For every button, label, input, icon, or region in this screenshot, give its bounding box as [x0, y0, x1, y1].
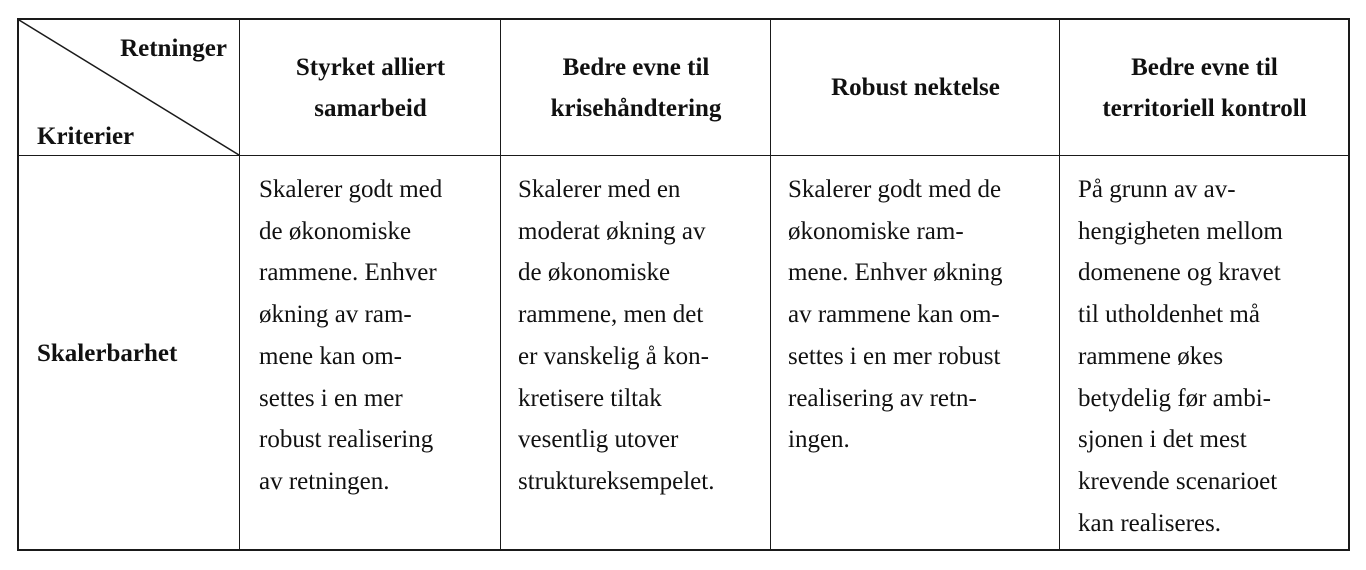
cell-line: Skalerer godt med: [259, 176, 443, 203]
cell-line: rammene, men det: [518, 301, 704, 329]
cell-line: domenene og kravet: [1078, 259, 1281, 287]
table-cell-robust-denial: [788, 169, 1003, 461]
cell-line: er vanskelig å kon-: [518, 342, 709, 370]
cell-line: Skalerer godt med de: [788, 176, 1002, 203]
cell-line: økning av ram-: [259, 301, 412, 329]
cell-line: vesentlig utover: [518, 426, 679, 454]
header-line: Bedre evne til: [562, 53, 710, 81]
column-divider: [1059, 20, 1060, 549]
cell-line: av retningen.: [259, 467, 390, 495]
criteria-table: [17, 18, 1350, 551]
cell-line: kan realiseres.: [1078, 509, 1221, 537]
table-cell-crisis-management: [518, 169, 714, 503]
cell-line: rammene. Enhver: [259, 259, 437, 287]
cell-line: ingen.: [788, 426, 850, 454]
row-label-text: Skalerbarhet: [37, 340, 178, 367]
header-line: samarbeid: [314, 94, 427, 122]
table-cell-allied-cooperation: [259, 169, 442, 503]
cell-line: struktureksempelet.: [518, 467, 715, 495]
directions-label: Retninger: [120, 35, 227, 62]
cell-line: av rammene kan om-: [788, 301, 1000, 329]
cell-line: settes i en mer: [259, 384, 403, 412]
cell-line: rammene økes: [1078, 342, 1224, 370]
cell-line: betydelig før ambi-: [1078, 384, 1271, 412]
cell-line: kretisere tiltak: [518, 384, 662, 412]
header-divider: [19, 155, 1348, 156]
corner-header-cell: [19, 20, 239, 155]
row-label-skalerbarhet: [19, 157, 239, 551]
cell-line: de økonomiske: [518, 259, 671, 287]
cell-line: Skalerer med en: [518, 176, 681, 203]
criteria-label: Kriterier: [37, 123, 135, 150]
cell-line: krevende scenarioet: [1078, 467, 1278, 495]
column-header-territoriell-kontroll: [1061, 20, 1348, 155]
header-line: Bedre evne til: [1131, 53, 1278, 81]
cell-line: de økonomiske: [259, 217, 412, 245]
cell-line: På grunn av av-: [1078, 176, 1236, 203]
column-divider: [239, 20, 240, 549]
cell-line: økonomiske ram-: [788, 217, 964, 245]
column-divider: [770, 20, 771, 549]
header-line: Robust nektelse: [831, 74, 1000, 101]
cell-line: robust realisering: [259, 426, 434, 454]
cell-line: mene. Enhver økning: [788, 259, 1003, 287]
column-header-krisehandtering: [502, 20, 770, 155]
cell-line: settes i en mer robust: [788, 342, 1001, 370]
cell-line: realisering av retn-: [788, 384, 977, 412]
header-line: krisehåndtering: [550, 94, 722, 122]
header-line: territoriell kontroll: [1102, 94, 1307, 122]
cell-line: hengigheten mellom: [1078, 217, 1283, 245]
column-divider: [500, 20, 501, 549]
column-header-styrket-alliert-samarbeid: [241, 20, 500, 155]
cell-line: moderat økning av: [518, 217, 706, 245]
column-header-robust-nektelse: [772, 20, 1059, 155]
cell-line: sjonen i det mest: [1078, 426, 1247, 454]
table-cell-territorial-control: [1078, 169, 1283, 544]
header-line: Styrket alliert: [295, 53, 446, 81]
cell-line: til utholdenhet må: [1078, 301, 1260, 329]
cell-line: mene kan om-: [259, 342, 403, 370]
